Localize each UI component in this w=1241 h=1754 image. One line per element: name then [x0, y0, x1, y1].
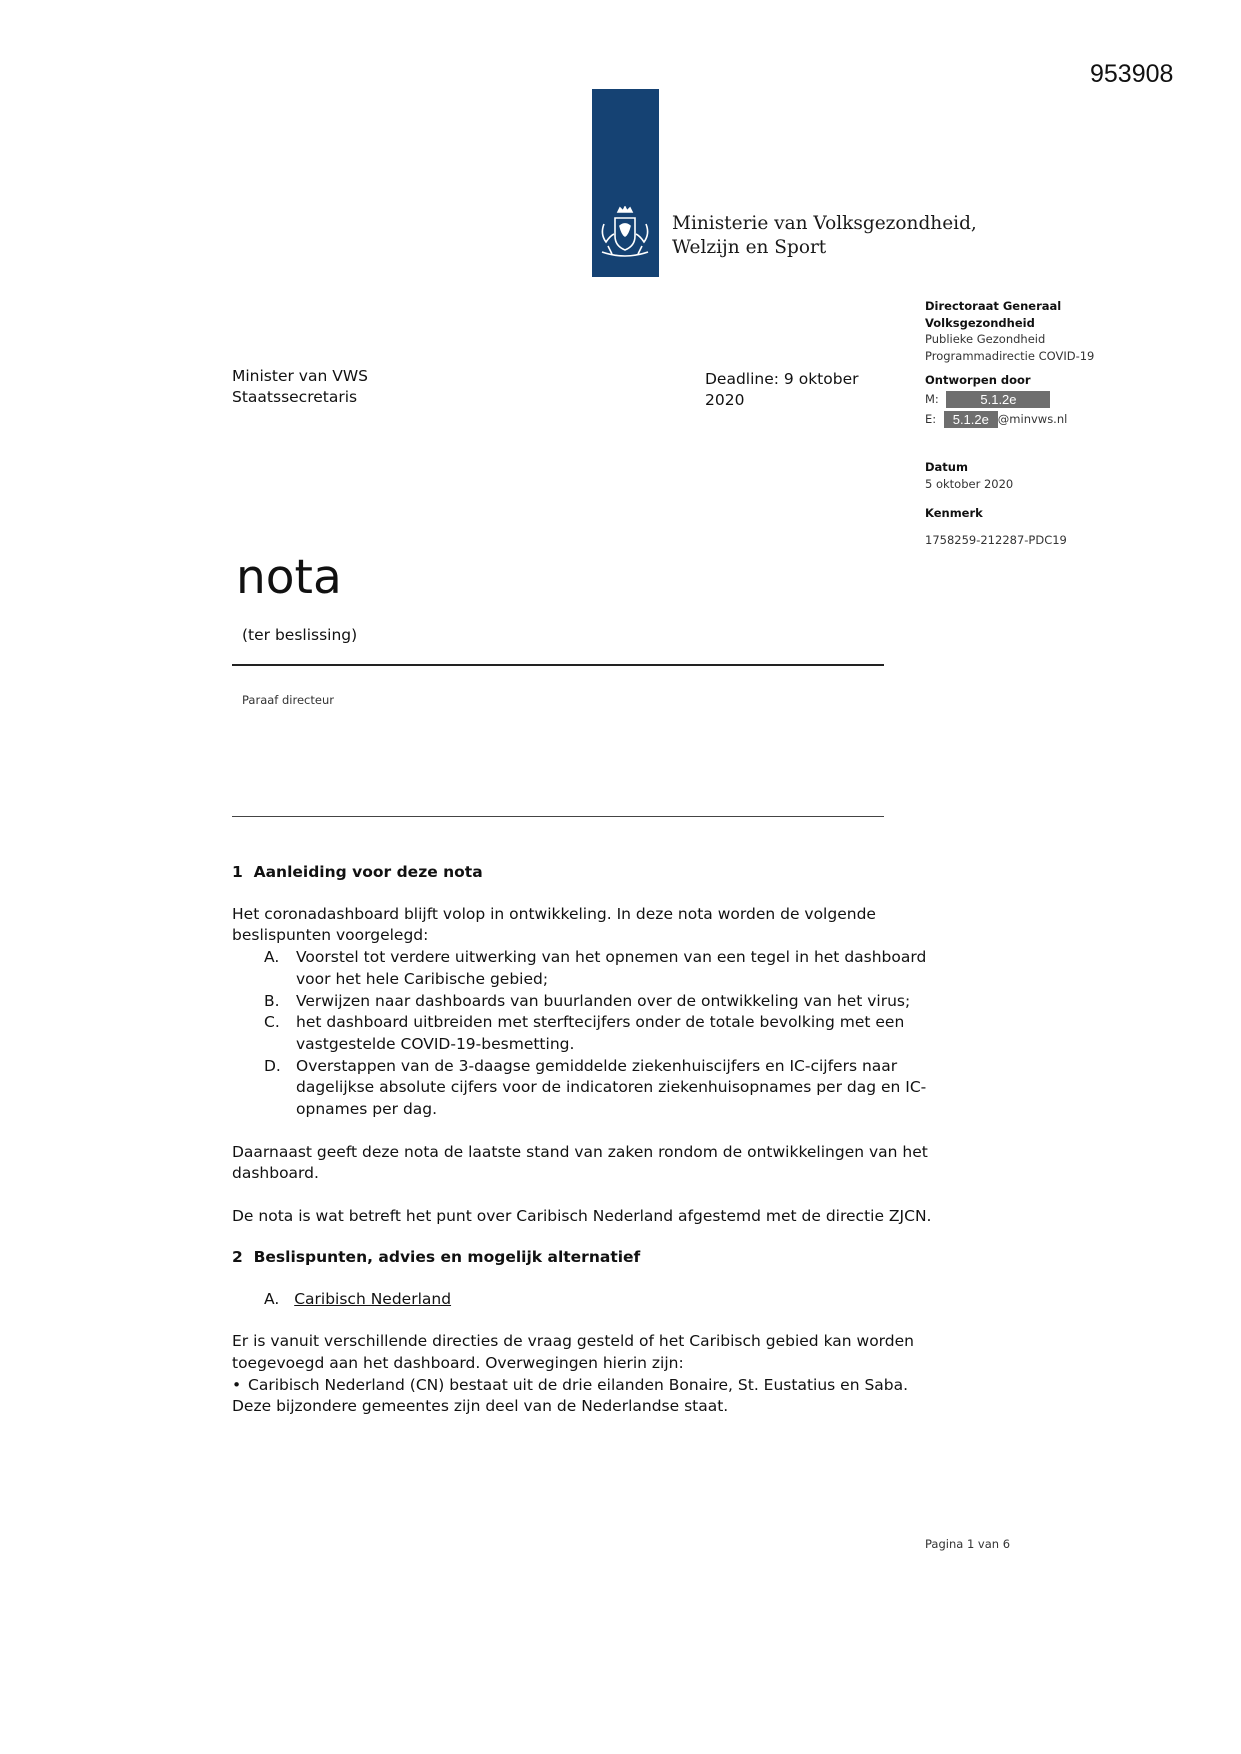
subsection-a	[232, 1289, 932, 1311]
date-label: Datum	[925, 460, 968, 474]
deadline	[705, 369, 859, 411]
list-item-text: Caribisch Nederland (CN) bestaat uit de drie eilanden Bonaire, St. Eustatius en Saba. Deze bijzondere gemeentes zijn deel van de Nederlandse staat.	[232, 1375, 909, 1416]
email-domain: @minvws.nl	[997, 411, 1068, 426]
e-label: E:	[925, 411, 937, 426]
reference-value: 1758259-212287-PDC19	[925, 532, 1067, 547]
list-item-letter: A.	[264, 948, 280, 967]
list-item-text: het dashboard uitbreiden met sterftecijfers onder de totale bevolking met een vastgestelde COVID-19-besmetting.	[296, 1013, 905, 1053]
section-1-paragraph-2: Daarnaast geeft deze nota de laatste stand van zaken rondom de ontwikkelingen van het dashboard.	[232, 1142, 928, 1183]
org-directorate-sub: Volksgezondheid	[925, 315, 1035, 330]
sidebar-organisation	[925, 298, 1094, 364]
sidebar-reference	[925, 505, 1067, 548]
bullet-icon: •	[232, 1375, 242, 1394]
addressee-line2: Staatssecretaris	[232, 388, 358, 406]
addressee	[232, 366, 368, 408]
sidebar-date	[925, 459, 1013, 492]
ministry-name	[672, 212, 977, 260]
section-1	[232, 862, 932, 1418]
m-label: M:	[925, 391, 939, 406]
org-department: Publieke Gezondheid	[925, 332, 1046, 346]
document-title: nota	[236, 550, 342, 605]
list-item-letter: D.	[264, 1056, 281, 1075]
subsection-heading: Caribisch Nederland	[294, 1289, 452, 1308]
section-1-intro: Het coronadashboard blijft volop in ontwikkeling. In deze nota worden de volgende beslispunten voorgelegd:	[232, 904, 876, 945]
decision-list	[232, 947, 932, 1121]
list-item-text: Voorstel tot verdere uitwerking van het opnemen van een tegel in het dashboard voor het hele Caribische gebied;	[296, 948, 927, 988]
org-directorate: Directoraat Generaal	[925, 299, 1062, 313]
document-number: 953908	[1090, 60, 1174, 88]
list-item	[232, 991, 932, 1013]
list-item-letter: C.	[264, 1013, 280, 1032]
list-item-text: Verwijzen naar dashboards van buurlanden over de ontwikkeling van het virus;	[296, 991, 911, 1010]
paraaf-label: Paraaf directeur	[242, 693, 334, 707]
list-item	[232, 1056, 932, 1121]
list-item-letter: B.	[264, 991, 280, 1010]
consideration-list	[232, 1375, 932, 1418]
reference-label: Kenmerk	[925, 506, 983, 520]
redacted-e-field: 5.1.2e	[944, 411, 998, 428]
divider-bottom	[232, 816, 884, 817]
list-item	[232, 1375, 932, 1418]
ministry-name-line2: Welzijn en Sport	[672, 237, 827, 258]
deadline-line1: Deadline: 9 oktober	[705, 370, 859, 388]
deadline-line2: 2020	[705, 391, 745, 409]
list-item	[232, 1012, 932, 1055]
section-1-paragraph-3: De nota is wat betreft het punt over Caribisch Nederland afgestemd met de directie ZJCN.	[232, 1207, 932, 1226]
sidebar-contact	[925, 372, 1067, 428]
coat-of-arms-icon	[596, 206, 654, 262]
ministry-name-line1: Ministerie van Volksgezondheid,	[672, 213, 977, 234]
section-2-heading: 2 Beslispunten, advies en mogelijk alternatief	[232, 1247, 641, 1266]
redacted-m-field: 5.1.2e	[946, 391, 1050, 408]
subsection-letter: A.	[264, 1289, 280, 1308]
section-2-intro: Er is vanuit verschillende directies de vraag gesteld of het Caribisch gebied kan worden toegevoegd aan het dashboard. Overwegingen hierin zijn:	[232, 1332, 914, 1372]
section-1-heading: 1 Aanleiding voor deze nota	[232, 863, 483, 881]
designed-by-label: Ontworpen door	[925, 373, 1031, 387]
list-item-text: Overstappen van de 3-daagse gemiddelde ziekenhuiscijfers en IC-cijfers naar dagelijkse absolute cijfers voor de indicatoren ziekenhuisopnames per dag en IC-opnames per dag.	[296, 1056, 927, 1119]
list-item	[232, 947, 932, 990]
addressee-line1: Minister van VWS	[232, 367, 368, 385]
page-number: Pagina 1 van 6	[925, 1537, 1011, 1551]
date-value: 5 oktober 2020	[925, 476, 1014, 491]
org-program: Programmadirectie COVID-19	[925, 348, 1095, 363]
document-subtitle: (ter beslissing)	[242, 626, 358, 644]
divider-top	[232, 664, 884, 666]
